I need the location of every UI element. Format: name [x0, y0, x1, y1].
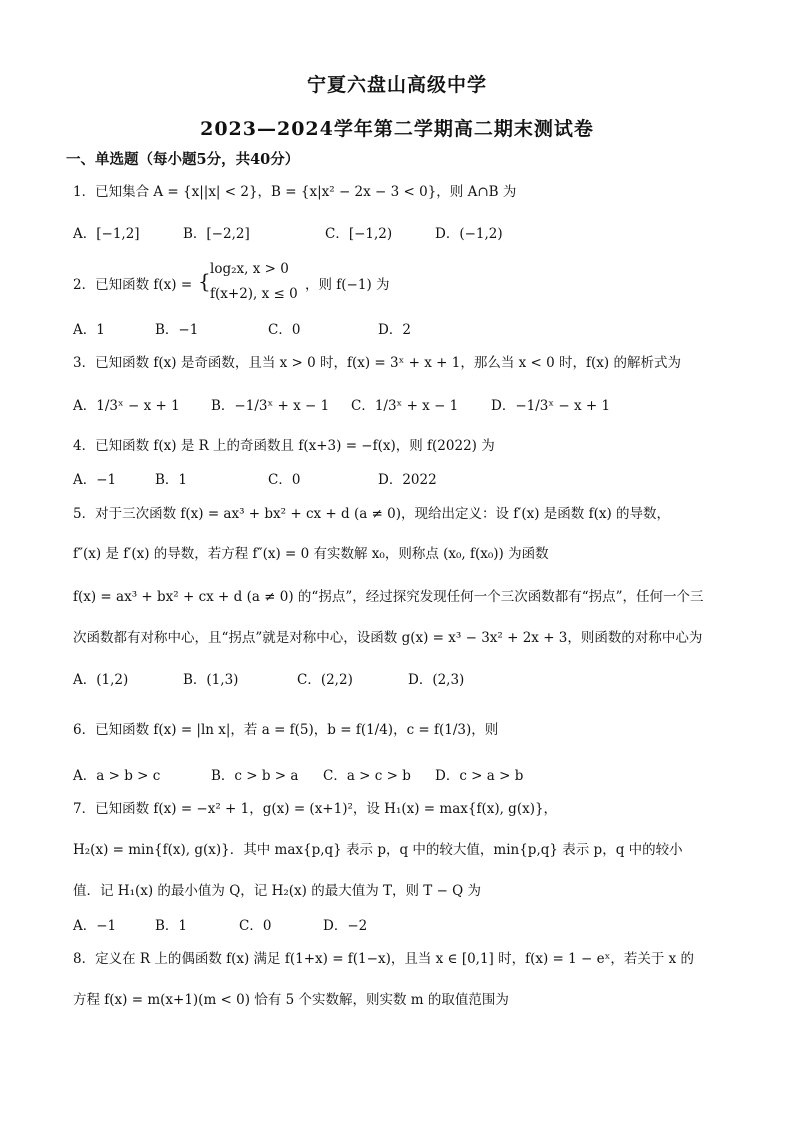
question-7-line-2: H₂(x) = min{f(x), g(x)}．其中 max{p,q} 表示 p，q 中的较大值，min{p,q} 表示 p，q 中的较小 [73, 842, 683, 858]
question-5-line-2: f″(x) 是 f′(x) 的导数，若方程 f″(x) = 0 有实数解 x₀，则称点 (x₀, f(x₀)) 为函数 [73, 546, 549, 562]
exam-title: 2023—2024学年第二学期高二期末测试卷 [200, 118, 594, 140]
option-b[interactable]: B．−1/3ˣ + x − 1 [211, 398, 330, 414]
option-a[interactable]: A．a > b > c [73, 768, 161, 784]
question-3-stem: 3．已知函数 f(x) 是奇函数，且当 x > 0 时，f(x) = 3ˣ + x + 1，那么当 x < 0 时，f(x) 的解析式为 [73, 355, 681, 371]
option-a[interactable]: A．−1 [73, 918, 117, 934]
question-5-line-4: 次函数都有对称中心，且“拐点”就是对称中心，设函数 g(x) = x³ − 3x² + 2x + 3，则函数的对称中心为 [73, 630, 703, 646]
question-2-piece-2: f(x+2), x ≤ 0 [210, 286, 298, 302]
option-d[interactable]: D．2 [378, 322, 411, 338]
option-b[interactable]: B．−1 [155, 322, 199, 338]
piecewise-brace: { [198, 269, 211, 293]
option-a[interactable]: A．(1,2) [73, 672, 129, 688]
option-b[interactable]: B．1 [155, 472, 188, 488]
question-8-line-2: 方程 f(x) = m(x+1)(m < 0) 恰有 5 个实数解，则实数 m 的取值范围为 [73, 992, 509, 1008]
option-c[interactable]: C．1/3ˣ + x − 1 [351, 398, 459, 414]
question-7-line-1: 7．已知函数 f(x) = −x² + 1，g(x) = (x+1)²，设 H₁(x) = max{f(x), g(x)}， [73, 801, 558, 817]
option-c[interactable]: C．0 [268, 322, 301, 338]
question-1-stem: 1．已知集合 A = {x||x| < 2}，B = {x|x² − 2x − 3 < 0}，则 A∩B 为 [73, 184, 517, 200]
option-a[interactable]: A．[−1,2] [73, 226, 140, 242]
question-2-stem-a: 2．已知函数 f(x) = [73, 277, 193, 293]
option-d[interactable]: D．(2,3) [408, 672, 465, 688]
option-b[interactable]: B．[−2,2] [183, 226, 250, 242]
question-4-stem: 4．已知函数 f(x) 是 R 上的奇函数且 f(x+3) = −f(x)，则 f(2022) 为 [73, 438, 495, 454]
option-d[interactable]: D．−1/3ˣ − x + 1 [491, 398, 611, 414]
school-title: 宁夏六盘山高级中学 [306, 74, 487, 96]
section-title: 一、单选题（每小题5分，共40分） [66, 151, 300, 168]
question-8-line-1: 8．定义在 R 上的偶函数 f(x) 满足 f(1+x) = f(1−x)，且当 x ∈ [0,1] 时，f(x) = 1 − eˣ，若关于 x 的 [73, 951, 695, 967]
option-a[interactable]: A．−1 [73, 472, 117, 488]
option-b[interactable]: B．c > b > a [211, 768, 299, 784]
question-5-line-1: 5．对于三次函数 f(x) = ax³ + bx² + cx + d (a ≠ 0)，现给出定义：设 f′(x) 是函数 f(x) 的导数， [73, 506, 671, 522]
option-d[interactable]: D．2022 [378, 472, 437, 488]
option-a[interactable]: A．1 [73, 322, 105, 338]
option-a[interactable]: A．1/3ˣ − x + 1 [73, 398, 180, 414]
option-c[interactable]: C．a > c > b [323, 768, 411, 784]
option-d[interactable]: D．−2 [323, 918, 368, 934]
option-c[interactable]: C．[−1,2) [325, 226, 393, 242]
option-c[interactable]: C．0 [239, 918, 272, 934]
option-d[interactable]: D．c > a > b [435, 768, 524, 784]
question-7-line-3: 值．记 H₁(x) 的最小值为 Q，记 H₂(x) 的最大值为 T，则 T − Q 为 [73, 883, 482, 899]
option-c[interactable]: C．0 [268, 472, 301, 488]
question-2-stem-b: ，则 f(−1) 为 [305, 277, 390, 293]
question-5-line-3: f(x) = ax³ + bx² + cx + d (a ≠ 0) 的“拐点”，经过探究发现任何一个三次函数都有“拐点”，任何一个三 [73, 589, 704, 605]
option-c[interactable]: C．(2,2) [297, 672, 353, 688]
option-b[interactable]: B．1 [155, 918, 188, 934]
option-b[interactable]: B．(1,3) [183, 672, 239, 688]
question-2-piece-1: log₂x, x > 0 [210, 261, 289, 277]
question-6-stem: 6．已知函数 f(x) = |ln x|，若 a = f(5)，b = f(1/4)，c = f(1/3)，则 [73, 722, 499, 738]
option-d[interactable]: D．(−1,2) [435, 226, 503, 242]
